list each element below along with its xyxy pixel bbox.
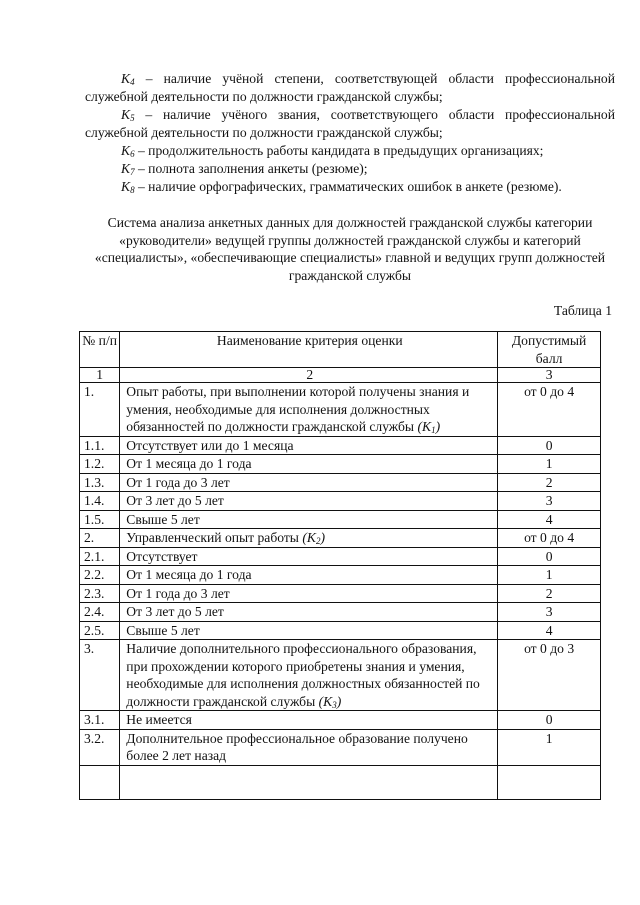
criterion-k4 (85, 70, 615, 106)
row-name (120, 765, 498, 799)
row-num: 2.4. (80, 603, 120, 622)
row-name (120, 529, 498, 548)
criterion-code: $K_7$ (121, 161, 135, 177)
criteria-table (79, 331, 601, 800)
row-name (120, 566, 498, 585)
row-name-text: От 1 месяца до 1 года (126, 567, 252, 582)
row-criterion-code: $(K_1)$ (417, 419, 441, 435)
criterion-k8 (85, 178, 615, 196)
row-name (120, 492, 498, 511)
row-criterion-code: $(K_2)$ (302, 530, 325, 546)
row-name (120, 640, 498, 711)
row-name-text: Свыше 5 лет (126, 511, 200, 527)
row-name (120, 455, 498, 474)
row-name-text: От 1 года до 3 лет (126, 585, 230, 601)
table-row (80, 765, 601, 799)
table-row (80, 584, 601, 603)
criterion-code: $K_8$ (121, 179, 135, 195)
table-row (80, 383, 601, 437)
row-name-text: Отсутствует или до 1 месяца (126, 437, 294, 453)
table-row (80, 729, 601, 765)
row-score: 4 (498, 510, 601, 529)
header-num: № п/п (80, 332, 120, 368)
row-name-text: Свыше 5 лет (126, 622, 200, 638)
row-num: 2.5. (80, 621, 120, 640)
table-row (80, 492, 601, 511)
criterion-text: – наличие учёной степени, соответствующей области профессиональной служебной деятельности по должности гражданской службы; (85, 71, 615, 104)
criterion-text: – наличие учёного звания, соответствующего области профессиональной служебной деятельности по должности гражданской службы; (85, 107, 615, 140)
row-name-text: Опыт работы, при выполнении которой получены знания и умения, необходимые для исполнения должностных обязанностей по должности гражданской службы (126, 384, 470, 434)
row-criterion-code: $(K_3)$ (318, 693, 342, 710)
row-score: 3 (498, 492, 601, 511)
table-row (80, 640, 601, 711)
criterion-text: – полнота заполнения анкеты (резюме); (134, 161, 368, 176)
table-row (80, 566, 601, 585)
table-row (80, 603, 601, 622)
row-num: 1.2. (80, 455, 120, 474)
table-row (80, 473, 601, 492)
row-num: 1. (80, 383, 120, 437)
criterion-code: $K_6$ (121, 143, 135, 159)
table-header-row (80, 332, 601, 368)
section-heading: Система анализа анкетных данных для должностей гражданской службы категории «руководители» ведущей группы должностей гражданской службы и категорий «специалисты», «обеспечивающие специалисты» главной и ведущих групп должностей гражданской службы (94, 215, 606, 283)
table-row (80, 529, 601, 548)
index-name: 2 (120, 368, 498, 383)
criterion-text: – наличие орфографических, грамматических ошибок в анкете (резюме). (134, 179, 562, 194)
criterion-text: – продолжительность работы кандидата в предыдущих организациях; (134, 143, 544, 158)
row-name (120, 729, 498, 765)
row-name (120, 584, 498, 603)
table-row (80, 547, 601, 566)
row-score (498, 765, 601, 799)
criterion-k6 (85, 142, 615, 160)
table-caption: Таблица 1 (553, 303, 612, 318)
row-num: 1.3. (80, 473, 120, 492)
header-score: Допустимый балл (498, 332, 601, 368)
row-score: 0 (498, 547, 601, 566)
row-score: 0 (498, 711, 601, 730)
row-score: 1 (498, 566, 601, 585)
row-score: 1 (498, 455, 601, 474)
row-name (120, 436, 498, 455)
criterion-k5 (85, 106, 615, 142)
table-index-row (80, 368, 601, 383)
row-name-text: От 3 лет до 5 лет (126, 604, 224, 619)
table-row (80, 436, 601, 455)
criterion-k7 (85, 160, 615, 178)
table-row (80, 711, 601, 730)
index-num: 1 (80, 368, 120, 383)
row-score: 4 (498, 621, 601, 640)
table-row (80, 621, 601, 640)
table-row (80, 510, 601, 529)
row-name (120, 510, 498, 529)
row-name-text: Управленческий опыт работы (126, 530, 303, 545)
row-score: 2 (498, 473, 601, 492)
row-name (120, 473, 498, 492)
row-score: от 0 до 4 (498, 383, 601, 437)
row-num: 2.2. (80, 566, 120, 585)
row-num: 2.1. (80, 547, 120, 566)
row-num: 2. (80, 529, 120, 548)
row-name (120, 383, 498, 437)
row-name-text: Не имеется (126, 712, 192, 727)
header-name: Наименование критерия оценки (120, 332, 498, 368)
index-score: 3 (498, 368, 601, 383)
row-num: 1.4. (80, 492, 120, 511)
criterion-code: $K_5$ (121, 107, 135, 123)
row-name (120, 711, 498, 730)
row-name-text: От 1 месяца до 1 года (126, 456, 252, 471)
row-score: от 0 до 3 (498, 640, 601, 711)
row-score: 2 (498, 584, 601, 603)
table-row (80, 455, 601, 474)
row-num: 1.1. (80, 436, 120, 455)
row-num: 3. (80, 640, 120, 711)
row-score: 3 (498, 603, 601, 622)
row-name (120, 547, 498, 566)
row-name-text: От 3 лет до 5 лет (126, 493, 224, 508)
row-num (80, 765, 120, 799)
row-name-text: Наличие дополнительного профессионального образования, при прохождении которого приобретены знания и умения, необходимые для исполнения должностных обязанностей по должности гражданской службы (126, 641, 480, 709)
row-score: от 0 до 4 (498, 529, 601, 548)
row-score: 1 (498, 729, 601, 765)
row-name (120, 621, 498, 640)
row-name-text: Дополнительное профессиональное образование получено более 2 лет назад (126, 730, 468, 763)
row-num: 3.2. (80, 729, 120, 765)
row-name-text: От 1 года до 3 лет (126, 474, 230, 490)
row-name-text: Отсутствует (126, 548, 198, 564)
row-score: 0 (498, 436, 601, 455)
criterion-code: $K_4$ (121, 71, 135, 87)
row-name (120, 603, 498, 622)
row-num: 2.3. (80, 584, 120, 603)
row-num: 3.1. (80, 711, 120, 730)
row-num: 1.5. (80, 510, 120, 529)
